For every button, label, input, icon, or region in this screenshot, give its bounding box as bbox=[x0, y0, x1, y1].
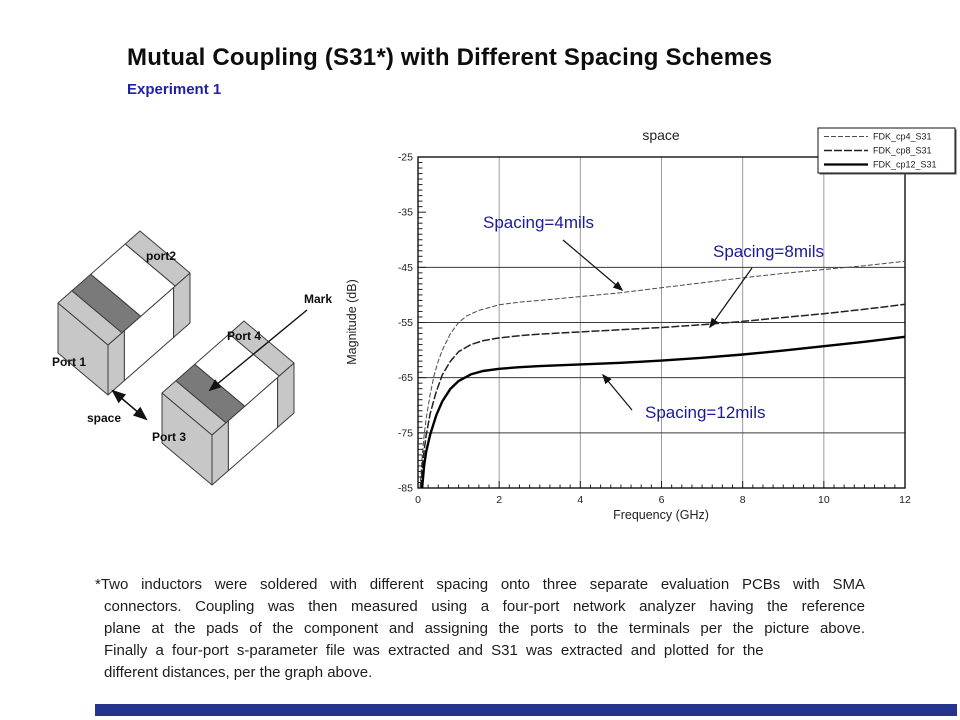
footnote-line: Finally a four-port s-parameter file was extracted and S31 was extracted and plotted for the bbox=[104, 642, 764, 659]
svg-text:-75: -75 bbox=[397, 427, 413, 440]
x-axis-label: Frequency (GHz) bbox=[613, 508, 709, 522]
svg-text:12: 12 bbox=[899, 494, 911, 506]
port2-label: port2 bbox=[146, 249, 176, 263]
port4-label: Port 4 bbox=[227, 329, 262, 343]
footnote bbox=[95, 574, 865, 684]
footnote-line: *Two inductors were soldered with different spacing onto three separate evaluation PCBs with SMA bbox=[95, 576, 865, 593]
svg-text:FDK_cp12_S31: FDK_cp12_S31 bbox=[873, 159, 937, 170]
plot-area bbox=[398, 152, 911, 507]
port1-label: Port 1 bbox=[52, 355, 87, 369]
annotation-arrow-4mils bbox=[563, 240, 622, 290]
svg-text:-85: -85 bbox=[397, 482, 413, 495]
slide-subtitle: Experiment 1 bbox=[127, 81, 222, 98]
svg-text:-55: -55 bbox=[397, 317, 413, 329]
svg-text:2: 2 bbox=[496, 494, 503, 506]
annotation-12mils: Spacing=12mils bbox=[645, 403, 766, 422]
svg-text:10: 10 bbox=[817, 494, 830, 506]
svg-text:6: 6 bbox=[658, 494, 665, 506]
page-title: Mutual Coupling (S31*) with Different Spacing Schemes bbox=[127, 44, 773, 71]
svg-text:8: 8 bbox=[739, 494, 746, 506]
port3-label: Port 3 bbox=[152, 430, 187, 444]
chart-annotations bbox=[483, 213, 824, 422]
svg-text:-35: -35 bbox=[397, 206, 413, 219]
inductor-diagram bbox=[40, 225, 350, 490]
y-axis-label: Magnitude (dB) bbox=[345, 279, 359, 365]
annotation-4mils: Spacing=4mils bbox=[483, 213, 595, 232]
footnote-line: different distances, per the graph above. bbox=[104, 664, 373, 681]
footnote-line: plane at the pads of the component and assigning the ports to the terminals per the picture above. bbox=[104, 620, 865, 637]
svg-text:FDK_cp8_S31: FDK_cp8_S31 bbox=[873, 145, 932, 156]
footer-accent-bar bbox=[95, 704, 957, 716]
chart-legend bbox=[818, 128, 957, 175]
inductor-right bbox=[162, 321, 294, 485]
space-label: space bbox=[87, 411, 122, 425]
annotation-arrow-8mils bbox=[710, 268, 752, 327]
footnote-line: connectors. Coupling was then measured using a four-port network analyzer having the reference bbox=[104, 598, 865, 615]
annotation-arrow-12mils bbox=[603, 375, 632, 410]
svg-text:FDK_cp4_S31: FDK_cp4_S31 bbox=[873, 131, 932, 142]
svg-text:-65: -65 bbox=[397, 372, 413, 385]
annotation-8mils: Spacing=8mils bbox=[713, 242, 825, 261]
svg-text:0: 0 bbox=[415, 494, 421, 506]
svg-text:-45: -45 bbox=[397, 261, 413, 274]
svg-text:4: 4 bbox=[577, 494, 584, 506]
chart-title: space bbox=[642, 127, 680, 143]
svg-text:-25: -25 bbox=[397, 151, 413, 164]
coupling-chart bbox=[340, 110, 960, 540]
mark-label: Mark bbox=[304, 292, 333, 306]
